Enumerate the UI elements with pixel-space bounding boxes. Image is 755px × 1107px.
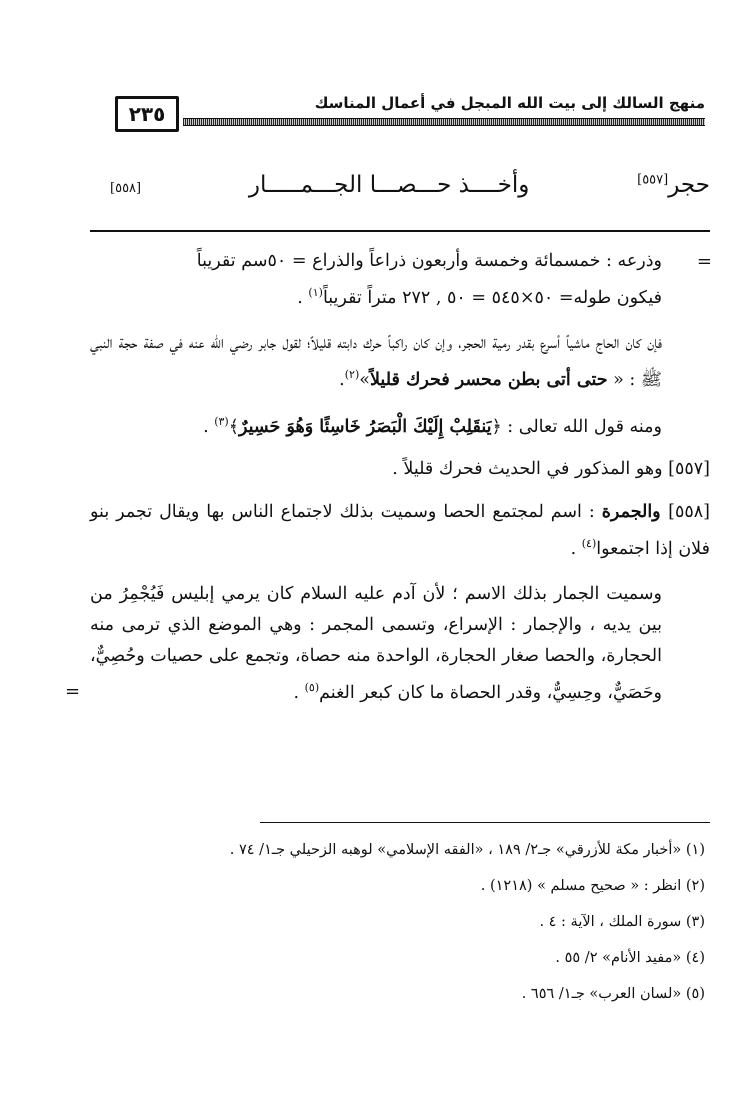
section-heading: [110, 172, 710, 198]
main-text: [65, 240, 712, 709]
footnotes: [90, 832, 705, 1012]
term-jamra: والجمرة: [601, 502, 669, 523]
page-number: ٢٣٥: [115, 96, 179, 132]
ref-557: [٥٥٧]: [637, 172, 669, 188]
paragraph-3: ومنه قول الله تعالى : ﴿يَنقَلِبْ إِلَيْكَ الْبَصَرُ خَاسِئًا وَهُوَ حَسِيرٌ﴾$^{(٣)}$ .: [203, 414, 662, 437]
quran-verse: يَنقَلِبْ إِلَيْكَ الْبَصَرُ خَاسِئًا وَهُوَ حَسِيرٌ: [238, 416, 492, 437]
section-title: وأخــــذ حـــصـــا الجـــمـــــار: [248, 172, 530, 198]
continuation-mark-open: =: [696, 251, 712, 272]
running-title: منهج السالك إلى بيت الله المبجل في أعمال المناسك: [314, 94, 705, 112]
footnote-3: (٣) سورة الملك ، الآية : ٤ .: [539, 914, 705, 930]
footnote-1: (١) «أخبار مكة للأزرقي» جـ٢/ ١٨٩ ، «الفقه الإسلامي» لوهبه الزحيلي جـ١/ ٧٤ .: [229, 842, 705, 858]
continuation-mark-close: =: [65, 681, 81, 703]
paragraph-2: فإن كان الحاج ماشياً أسرع بقدر رمية الحجر، وإن كان راكباً حرك دابته قليلاً؛ لقول جابر رضي الله عنه في صفة حجة النبي ﷺ : « حتى أتى بطن محسر فحرك قليلاً»$^{(٢)}$.: [90, 332, 662, 390]
paragraph-557: [٥٥٧] وهو المذكور في الحديث فحرك قليلاً .: [392, 459, 710, 480]
header-rule: [183, 118, 705, 126]
paragraph-jimar: وسميت الجمار بذلك الاسم ؛ لأن آدم عليه السلام كان يرمي إبليس فَيُجْمِرُ من بين يديه ، والإجمار : الإسراع، وتسمى المجمر : وهي الموضع الذي ترمى منه الحجارة، والحصا صغار الحجارة، الواحدة منه حصاة، وتجمع على حصيات وحُصِيٌّ، وحَصَيٌّ، وحِسِيٌّ، وقدر الحصاة ما كان كبعر الغنم$^{(٥)}$ . =: [90, 579, 710, 709]
section-rule: [90, 230, 710, 232]
footnote-2: (٢) انظر : « صحيح مسلم » (١٢١٨) .: [480, 878, 705, 894]
footnote-rule: [260, 822, 710, 823]
paragraph-1: = وذرعه : خمسمائة وخمسة وأربعون ذراعاً والذراع = ٥٠سم تقريباً فيكون طوله= ٥٠×٥٤٥ = ٥٠ , ٢٧٢ متراً تقريباً$^{(١)}$ .: [90, 246, 710, 314]
section-prefix: حجر[٥٥٧]: [637, 172, 710, 198]
hadith-quote: حتى أتى بطن محسر فحرك قليلاً: [369, 369, 608, 390]
paragraph-558: [٥٥٨] والجمرة : اسم لمجتمع الحصا وسميت بذلك لاجتماع الناس بها ويقال تجمر بنو فلان إذا اجتمعوا$^{(٤)}$ .: [90, 502, 710, 560]
footnote-5: (٥) «لسان العرب» جـ١/ ٦٥٦ .: [521, 986, 705, 1002]
page-header: [115, 88, 705, 138]
footnote-4: (٤) «مفيد الأنام» ٢/ ٥٥ .: [555, 950, 705, 966]
ref-558: [٥٥٨]: [110, 181, 142, 196]
